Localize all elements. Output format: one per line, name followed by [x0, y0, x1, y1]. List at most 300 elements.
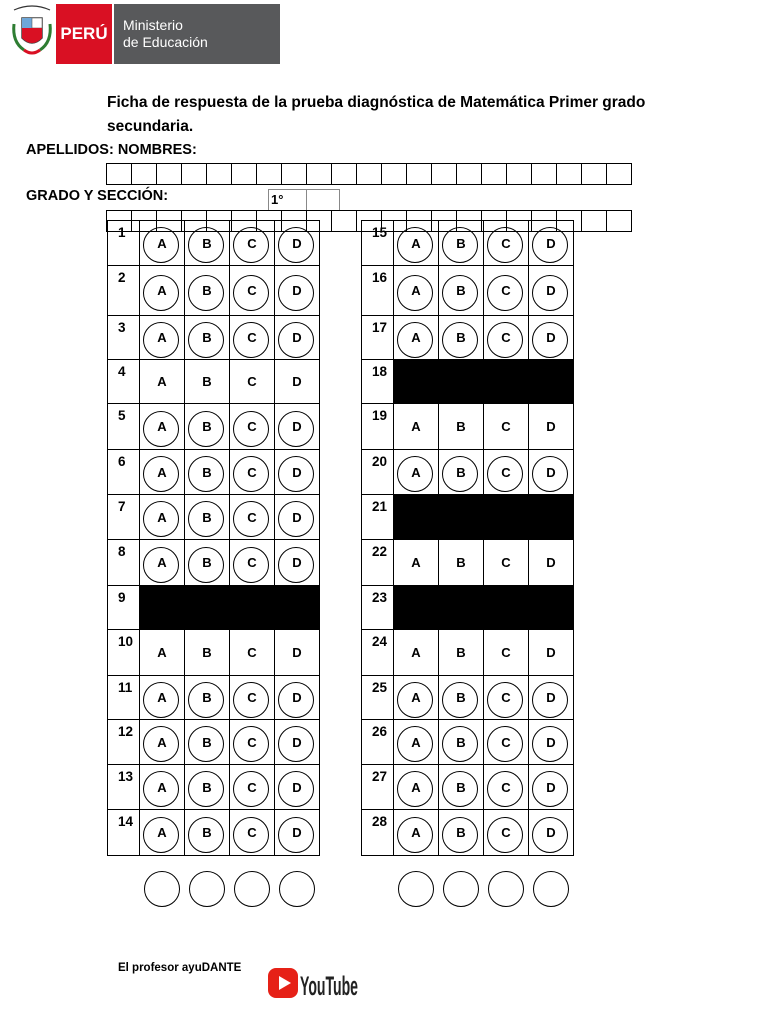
- option-letter: B: [202, 555, 212, 570]
- option-cell-d[interactable]: [529, 266, 574, 316]
- ministry-logo: [0, 0, 280, 64]
- peru-coat-of-arms-icon: [8, 4, 56, 60]
- option-cell-d[interactable]: [529, 450, 574, 495]
- question-number: 25: [372, 680, 388, 695]
- option-cell-b[interactable]: [185, 495, 230, 540]
- option-letter: D: [546, 235, 556, 251]
- option-cell-c[interactable]: [484, 765, 529, 810]
- question-number: 1: [118, 225, 126, 240]
- redacted-row-bar: [393, 495, 573, 539]
- letter-box[interactable]: [431, 163, 457, 185]
- option-letter: C: [501, 330, 511, 345]
- option-cell-d[interactable]: [275, 360, 320, 404]
- option-cell-d[interactable]: [529, 810, 574, 856]
- redacted-row-bar: [393, 360, 573, 403]
- option-letter: D: [546, 779, 556, 795]
- question-number: 7: [118, 499, 126, 514]
- option-cell-c[interactable]: [230, 676, 275, 720]
- question-row: [108, 676, 320, 720]
- option-cell-c[interactable]: [230, 810, 275, 856]
- option-cell-b[interactable]: [185, 676, 230, 720]
- option-letter: A: [411, 555, 421, 570]
- answer-grid-left: [107, 220, 320, 856]
- question-number-cell: [362, 495, 394, 540]
- option-letter: A: [157, 509, 167, 525]
- letter-box[interactable]: [381, 163, 407, 185]
- option-letter: C: [501, 825, 511, 840]
- option-cell-a[interactable]: [140, 450, 185, 495]
- page-title: Ficha de respuesta de la prueba diagnóstica de Matemática Primer grado secundaria.: [107, 94, 646, 135]
- question-row: [108, 720, 320, 765]
- letter-box[interactable]: [306, 163, 332, 185]
- option-letter: C: [501, 734, 511, 750]
- question-number: 3: [118, 320, 126, 335]
- names-label: APELLIDOS: NOMBRES:: [26, 142, 197, 158]
- option-cell-c[interactable]: [484, 404, 529, 450]
- option-letter: D: [546, 645, 556, 660]
- option-cell-c[interactable]: [484, 540, 529, 586]
- option-letter: B: [456, 283, 466, 298]
- question-number-cell: [362, 720, 394, 765]
- question-number: 24: [372, 634, 388, 649]
- option-letter: D: [546, 734, 556, 750]
- option-letter: D: [292, 779, 302, 795]
- spare-bubble[interactable]: [279, 871, 315, 907]
- question-number: 15: [372, 225, 388, 240]
- option-cell-d[interactable]: [529, 676, 574, 720]
- option-letter: A: [157, 555, 167, 570]
- option-letter: A: [411, 419, 421, 434]
- option-letter: D: [292, 330, 302, 345]
- option-cell-c[interactable]: [484, 450, 529, 495]
- letter-box[interactable]: [456, 163, 482, 185]
- option-letter: D: [546, 690, 556, 705]
- option-letter: D: [292, 645, 302, 660]
- option-cell-d[interactable]: [275, 495, 320, 540]
- option-cell-d[interactable]: [529, 720, 574, 765]
- ministry-label: [114, 4, 280, 64]
- question-number: 12: [118, 724, 134, 739]
- option-cell-a[interactable]: [140, 495, 185, 540]
- option-letter: B: [456, 464, 466, 480]
- option-cell-d[interactable]: [529, 765, 574, 810]
- option-cell-a[interactable]: [394, 221, 439, 266]
- question-number: 2: [118, 270, 126, 285]
- question-number-cell: [362, 316, 394, 360]
- option-letter: C: [247, 374, 257, 389]
- option-letter: B: [202, 464, 212, 480]
- option-cell-b[interactable]: [185, 221, 230, 266]
- letter-box[interactable]: [256, 163, 282, 185]
- question-number: 26: [372, 724, 388, 739]
- question-number: 11: [118, 680, 133, 695]
- option-cell-a[interactable]: [394, 450, 439, 495]
- option-cell-c[interactable]: [230, 316, 275, 360]
- question-number-cell: [362, 450, 394, 495]
- question-number-cell: [108, 765, 140, 810]
- option-letter: A: [411, 464, 421, 480]
- spare-bubble[interactable]: [398, 871, 434, 907]
- option-cell-a[interactable]: [394, 810, 439, 856]
- option-cell-a[interactable]: [394, 765, 439, 810]
- option-cell-a[interactable]: [394, 720, 439, 765]
- option-letter: D: [546, 419, 556, 434]
- option-letter: C: [501, 645, 511, 660]
- option-letter: D: [546, 464, 556, 480]
- question-number: 6: [118, 454, 126, 469]
- letter-box[interactable]: [556, 163, 582, 185]
- option-cell-d[interactable]: [529, 540, 574, 586]
- letter-box[interactable]: [606, 163, 632, 185]
- option-letter: A: [157, 235, 167, 251]
- option-letter: D: [292, 825, 302, 840]
- option-cell-b[interactable]: [185, 450, 230, 495]
- option-letter: C: [247, 235, 257, 251]
- option-letter: C: [247, 779, 257, 795]
- option-cell-b[interactable]: [439, 630, 484, 676]
- option-letter: C: [247, 330, 257, 345]
- option-letter: B: [202, 235, 212, 251]
- option-cell-d[interactable]: [529, 316, 574, 360]
- option-cell-a[interactable]: [394, 316, 439, 360]
- option-cell-d[interactable]: [275, 316, 320, 360]
- option-letter: B: [202, 645, 212, 660]
- question-number-cell: [362, 360, 394, 404]
- option-letter: B: [202, 825, 212, 840]
- letter-box[interactable]: [481, 163, 507, 185]
- option-cell-c[interactable]: [484, 266, 529, 316]
- question-row: [108, 540, 320, 586]
- option-letter: D: [292, 374, 302, 389]
- letter-box[interactable]: [581, 163, 607, 185]
- option-cell-b[interactable]: [185, 266, 230, 316]
- option-cell-a[interactable]: [140, 720, 185, 765]
- option-letter: A: [157, 419, 167, 434]
- option-letter: A: [157, 283, 167, 298]
- option-letter: A: [411, 330, 421, 345]
- option-letter: A: [157, 645, 167, 660]
- option-letter: D: [292, 734, 302, 750]
- option-cell-b[interactable]: [439, 676, 484, 720]
- letter-box[interactable]: [131, 163, 157, 185]
- option-cell-d[interactable]: [275, 810, 320, 856]
- question-number-cell: [108, 316, 140, 360]
- letter-box[interactable]: [231, 163, 257, 185]
- option-cell-b[interactable]: [185, 404, 230, 450]
- question-number-cell: [108, 495, 140, 540]
- option-cell-b[interactable]: [439, 540, 484, 586]
- option-letter: A: [411, 779, 421, 795]
- option-letter: D: [292, 235, 302, 251]
- option-letter: C: [247, 555, 257, 570]
- option-cell-a[interactable]: [140, 630, 185, 676]
- question-row: [108, 450, 320, 495]
- option-letter: B: [202, 779, 212, 795]
- option-cell-a[interactable]: [140, 540, 185, 586]
- question-row: [108, 266, 320, 316]
- option-letter: B: [202, 690, 212, 705]
- option-letter: D: [292, 555, 302, 570]
- option-cell-d[interactable]: [529, 630, 574, 676]
- ministry-line-2: de Educación: [123, 34, 208, 50]
- question-row: [362, 720, 574, 765]
- option-cell-d[interactable]: [275, 450, 320, 495]
- option-letter: A: [411, 283, 421, 298]
- question-number: 16: [372, 270, 388, 285]
- option-cell-b[interactable]: [185, 720, 230, 765]
- letter-box[interactable]: [106, 163, 132, 185]
- question-number-cell: [108, 266, 140, 316]
- question-number-cell: [108, 720, 140, 765]
- question-number-cell: [108, 221, 140, 266]
- question-number: 8: [118, 544, 126, 559]
- question-number-cell: [362, 630, 394, 676]
- option-letter: D: [292, 283, 302, 298]
- question-row: [108, 221, 320, 266]
- option-cell-c[interactable]: [230, 450, 275, 495]
- option-cell-d[interactable]: [275, 221, 320, 266]
- option-cell-d[interactable]: [529, 404, 574, 450]
- option-letter: C: [247, 690, 257, 705]
- option-cell-d[interactable]: [275, 540, 320, 586]
- option-cell-a[interactable]: [140, 810, 185, 856]
- letter-box[interactable]: [331, 210, 357, 232]
- option-letter: C: [501, 690, 511, 705]
- option-cell-b[interactable]: [185, 360, 230, 404]
- letter-box[interactable]: [156, 163, 182, 185]
- option-letter: B: [456, 825, 466, 840]
- option-cell-b[interactable]: [185, 630, 230, 676]
- option-letter: B: [456, 330, 466, 345]
- option-cell-c[interactable]: [484, 810, 529, 856]
- option-cell-c[interactable]: [484, 316, 529, 360]
- option-letter: D: [546, 330, 556, 345]
- option-letter: C: [501, 419, 511, 434]
- spare-bubble[interactable]: [533, 871, 569, 907]
- question-row: [108, 316, 320, 360]
- question-number: 10: [118, 634, 134, 649]
- option-cell-c[interactable]: [230, 765, 275, 810]
- option-cell-d[interactable]: [275, 630, 320, 676]
- question-row: [362, 266, 574, 316]
- question-number-cell: [362, 810, 394, 856]
- option-letter: C: [247, 645, 257, 660]
- option-cell-d[interactable]: [529, 221, 574, 266]
- option-cell-c[interactable]: [230, 720, 275, 765]
- question-number-cell: [108, 360, 140, 404]
- letter-box[interactable]: [581, 210, 607, 232]
- question-number: 5: [118, 408, 126, 423]
- letter-box[interactable]: [531, 163, 557, 185]
- option-letter: C: [247, 464, 257, 480]
- redacted-row-bar: [139, 586, 319, 629]
- letter-box[interactable]: [606, 210, 632, 232]
- option-letter: B: [456, 690, 466, 705]
- question-number-cell: [108, 450, 140, 495]
- option-cell-d[interactable]: [275, 404, 320, 450]
- option-cell-b[interactable]: [439, 221, 484, 266]
- option-letter: C: [247, 509, 257, 525]
- question-number: 13: [118, 769, 134, 784]
- author-credit: El profesor ayuDANTE: [118, 962, 242, 974]
- letter-box[interactable]: [331, 163, 357, 185]
- question-number-cell: [362, 540, 394, 586]
- question-number: 28: [372, 814, 388, 829]
- question-number: 9: [118, 590, 126, 605]
- option-letter: D: [292, 419, 302, 434]
- option-cell-d[interactable]: [275, 765, 320, 810]
- letter-box[interactable]: [206, 163, 232, 185]
- option-letter: D: [292, 509, 302, 525]
- option-cell-c[interactable]: [484, 630, 529, 676]
- question-number-cell: [108, 586, 140, 630]
- grade-section-label: GRADO Y SECCIÓN:: [26, 188, 169, 204]
- question-number: 19: [372, 408, 388, 423]
- letter-box[interactable]: [356, 163, 382, 185]
- question-number-cell: [362, 266, 394, 316]
- option-letter: A: [411, 734, 421, 750]
- option-cell-a[interactable]: [140, 221, 185, 266]
- question-row: [362, 765, 574, 810]
- option-cell-d[interactable]: [275, 676, 320, 720]
- option-cell-a[interactable]: [140, 266, 185, 316]
- option-letter: A: [411, 235, 421, 251]
- spare-bubble[interactable]: [488, 871, 524, 907]
- question-number-cell: [108, 540, 140, 586]
- option-letter: C: [501, 779, 511, 795]
- question-number: 22: [372, 544, 388, 559]
- option-cell-a[interactable]: [394, 676, 439, 720]
- option-letter: A: [157, 464, 167, 480]
- option-letter: D: [292, 690, 302, 705]
- option-cell-b[interactable]: [439, 765, 484, 810]
- option-cell-b[interactable]: [185, 316, 230, 360]
- option-letter: B: [202, 509, 212, 525]
- option-cell-a[interactable]: [394, 266, 439, 316]
- question-row: [108, 810, 320, 856]
- option-cell-a[interactable]: [394, 630, 439, 676]
- option-cell-b[interactable]: [439, 316, 484, 360]
- option-cell-a[interactable]: [140, 765, 185, 810]
- ministry-line-1: Ministerio: [123, 17, 183, 33]
- option-cell-b[interactable]: [185, 540, 230, 586]
- option-cell-c[interactable]: [230, 266, 275, 316]
- letter-box[interactable]: [281, 163, 307, 185]
- option-letter: A: [157, 734, 167, 750]
- option-letter: A: [157, 374, 167, 389]
- option-letter: C: [247, 419, 257, 434]
- option-cell-c[interactable]: [230, 221, 275, 266]
- option-cell-a[interactable]: [394, 404, 439, 450]
- question-number: 27: [372, 769, 388, 784]
- spare-bubble[interactable]: [234, 871, 270, 907]
- option-letter: B: [456, 645, 466, 660]
- question-row: [108, 765, 320, 810]
- option-cell-d[interactable]: [275, 720, 320, 765]
- option-cell-a[interactable]: [140, 404, 185, 450]
- option-cell-c[interactable]: [230, 495, 275, 540]
- spare-bubble[interactable]: [144, 871, 180, 907]
- option-letter: B: [202, 283, 212, 298]
- question-row: [108, 360, 320, 404]
- option-letter: A: [411, 645, 421, 660]
- option-letter: B: [202, 374, 212, 389]
- question-number: 23: [372, 590, 388, 605]
- option-letter: B: [456, 235, 466, 251]
- redacted-row-bar: [393, 586, 573, 629]
- option-cell-b[interactable]: [185, 810, 230, 856]
- option-cell-c[interactable]: [230, 404, 275, 450]
- grade-field[interactable]: [268, 189, 340, 211]
- question-row: [362, 404, 574, 450]
- option-cell-b[interactable]: [439, 720, 484, 765]
- option-letter: C: [501, 464, 511, 480]
- spare-bubble[interactable]: [189, 871, 225, 907]
- option-cell-c[interactable]: [230, 540, 275, 586]
- option-cell-b[interactable]: [439, 810, 484, 856]
- option-cell-b[interactable]: [439, 450, 484, 495]
- option-letter: C: [501, 283, 511, 298]
- question-number-cell: [108, 676, 140, 720]
- letter-box[interactable]: [181, 163, 207, 185]
- question-number-cell: [362, 586, 394, 630]
- question-row: [108, 404, 320, 450]
- option-letter: A: [157, 690, 167, 705]
- option-cell-b[interactable]: [439, 404, 484, 450]
- youtube-wordmark: YouTube: [300, 971, 358, 1001]
- question-number-cell: [108, 404, 140, 450]
- option-cell-a[interactable]: [394, 540, 439, 586]
- question-row: [108, 495, 320, 540]
- option-cell-a[interactable]: [140, 676, 185, 720]
- question-row: [108, 630, 320, 676]
- option-letter: B: [202, 330, 212, 345]
- question-row: [362, 676, 574, 720]
- question-number-cell: [362, 404, 394, 450]
- option-letter: D: [292, 464, 302, 480]
- letter-box[interactable]: [506, 163, 532, 185]
- question-number-cell: [108, 810, 140, 856]
- option-letter: D: [546, 555, 556, 570]
- question-number: 14: [118, 814, 134, 829]
- option-letter: C: [501, 555, 511, 570]
- question-number-cell: [362, 676, 394, 720]
- option-cell-b[interactable]: [439, 266, 484, 316]
- option-cell-c[interactable]: [484, 221, 529, 266]
- question-row: [362, 540, 574, 586]
- names-boxes[interactable]: [107, 163, 632, 185]
- question-number: 4: [118, 364, 126, 379]
- option-cell-c[interactable]: [230, 630, 275, 676]
- youtube-logo: [268, 964, 360, 1002]
- question-number-cell: [108, 630, 140, 676]
- option-cell-d[interactable]: [275, 266, 320, 316]
- option-cell-a[interactable]: [140, 316, 185, 360]
- option-letter: B: [456, 734, 466, 750]
- grade-value: 1°: [269, 190, 307, 210]
- question-number: 17: [372, 320, 388, 335]
- question-number: 18: [372, 364, 388, 379]
- question-row: [362, 221, 574, 266]
- option-cell-a[interactable]: [140, 360, 185, 404]
- spare-bubble[interactable]: [443, 871, 479, 907]
- option-cell-c[interactable]: [230, 360, 275, 404]
- question-number: 20: [372, 454, 388, 469]
- option-cell-c[interactable]: [484, 676, 529, 720]
- option-cell-b[interactable]: [185, 765, 230, 810]
- letter-box[interactable]: [406, 163, 432, 185]
- option-cell-c[interactable]: [484, 720, 529, 765]
